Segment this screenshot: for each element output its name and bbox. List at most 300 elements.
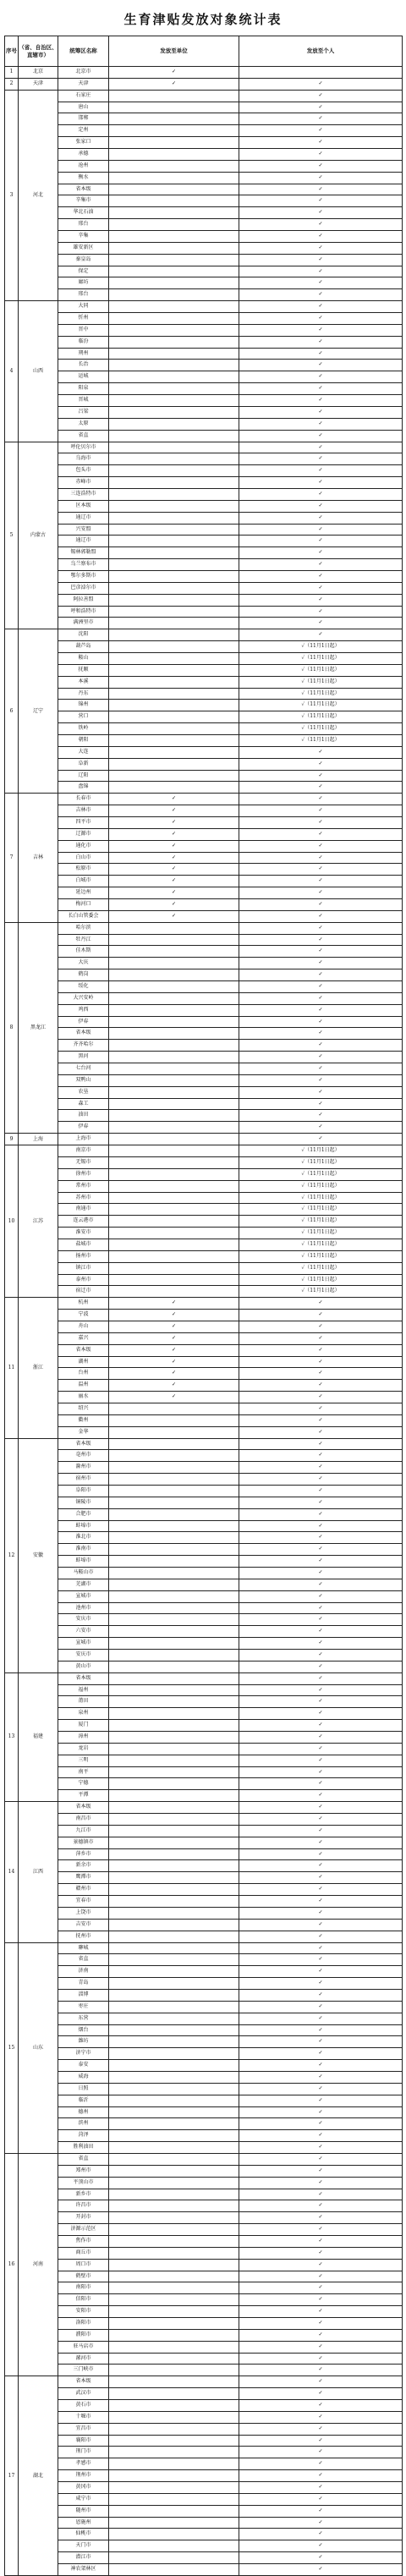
cell-index: 16 [5, 2153, 19, 2376]
cell-person-mark: ✓（11月1日起） [239, 1145, 403, 1157]
cell-index: 14 [5, 1802, 19, 1942]
cell-person-mark: ✓ [239, 1790, 403, 1802]
table-row [5, 536, 403, 547]
cell-unit-mark [109, 1250, 239, 1262]
cell-region: 鄂尔多斯市 [58, 570, 109, 582]
cell-unit-mark [109, 324, 239, 336]
table-row [5, 1321, 403, 1332]
cell-unit-mark [109, 1040, 239, 1052]
cell-province: 江西 [19, 1802, 58, 1942]
cell-unit-mark [109, 2353, 239, 2365]
cell-person-mark: ✓ [239, 2060, 403, 2072]
cell-unit-mark [109, 559, 239, 571]
cell-unit-mark [109, 594, 239, 606]
table-row [5, 1626, 403, 1638]
table-row [5, 958, 403, 969]
table-row [5, 2048, 403, 2060]
table-row [5, 1262, 403, 1274]
cell-unit-mark [109, 1989, 239, 2001]
table-row [5, 1474, 403, 1486]
cell-region: 合肥市 [58, 1508, 109, 1520]
table-row [5, 734, 403, 746]
cell-region: 大兴安岭 [58, 992, 109, 1004]
table-row [5, 1426, 403, 1438]
cell-region: 衢州 [58, 1414, 109, 1426]
cell-unit-mark [109, 1931, 239, 1942]
cell-person-mark: ✓ [239, 1872, 403, 1884]
table-row [5, 1672, 403, 1684]
cell-region: 本溪 [58, 676, 109, 688]
cell-unit-mark [109, 242, 239, 254]
cell-region: 信阳市 [58, 2294, 109, 2306]
table-row [5, 840, 403, 852]
cell-region: 邢台 [58, 219, 109, 231]
cell-region: 淮南市 [58, 1544, 109, 1556]
cell-unit-mark: ✓ [109, 864, 239, 876]
cell-region: 鸡西 [58, 1004, 109, 1016]
table-row [5, 207, 403, 219]
cell-region: 三连浩特市 [58, 488, 109, 500]
cell-unit-mark [109, 1614, 239, 1626]
cell-unit-mark [109, 1896, 239, 1908]
table-row [5, 969, 403, 981]
table-row [5, 1931, 403, 1942]
table-row [5, 2306, 403, 2318]
table-row [5, 1414, 403, 1426]
cell-person-mark: ✓（11月1日起） [239, 676, 403, 688]
cell-unit-mark [109, 2048, 239, 2060]
cell-unit-mark [109, 711, 239, 723]
cell-region: 辛集市 [58, 195, 109, 207]
table-row [5, 2505, 403, 2517]
cell-province: 江苏 [19, 1145, 58, 1298]
table-row [5, 1344, 403, 1356]
cell-unit-mark [109, 512, 239, 524]
cell-region: 湖州 [58, 1356, 109, 1368]
cell-person-mark: ✓ [239, 1942, 403, 1954]
cell-person-mark: ✓ [239, 1086, 403, 1098]
table-row [5, 1134, 403, 1145]
cell-region: 阜阳市 [58, 1485, 109, 1497]
cell-unit-mark [109, 277, 239, 289]
table-row [5, 149, 403, 161]
cell-person-mark: ✓ [239, 770, 403, 782]
cell-unit-mark [109, 1720, 239, 1732]
table-row [5, 1766, 403, 1778]
cell-person-mark: ✓ [239, 184, 403, 195]
cell-unit-mark: ✓ [109, 1332, 239, 1344]
cell-unit-mark [109, 301, 239, 313]
table-row [5, 1380, 403, 1392]
cell-unit-mark [109, 2212, 239, 2224]
cell-person-mark: ✓ [239, 852, 403, 864]
cell-person-mark: ✓ [239, 1474, 403, 1486]
cell-region: 郑州市 [58, 2165, 109, 2177]
cell-person-mark: ✓ [239, 2153, 403, 2165]
cell-unit-mark [109, 113, 239, 125]
cell-region: 常州市 [58, 1180, 109, 1192]
cell-unit-mark [109, 2517, 239, 2529]
cell-region: 长春市 [58, 794, 109, 805]
cell-unit-mark [109, 1004, 239, 1016]
cell-unit-mark [109, 2060, 239, 2072]
cell-unit-mark [109, 547, 239, 559]
cell-person-mark: ✓ [239, 1568, 403, 1579]
cell-person-mark: ✓ [239, 1332, 403, 1344]
cell-person-mark: ✓ [239, 1426, 403, 1438]
cell-region: 孝感市 [58, 2458, 109, 2470]
table-row [5, 2294, 403, 2306]
cell-person-mark: ✓ [239, 899, 403, 911]
cell-person-mark: ✓ [239, 1755, 403, 1766]
header-person: 发放至个人 [239, 36, 403, 67]
table-row [5, 102, 403, 113]
cell-unit-mark [109, 1028, 239, 1040]
cell-unit-mark [109, 348, 239, 360]
table-row [5, 125, 403, 137]
cell-unit-mark [109, 172, 239, 184]
cell-region: 随州市 [58, 2505, 109, 2517]
cell-person-mark: ✓ [239, 1766, 403, 1778]
cell-person-mark: ✓ [239, 1052, 403, 1063]
cell-unit-mark [109, 2013, 239, 2024]
cell-unit-mark: ✓ [109, 67, 239, 79]
cell-person-mark: ✓ [239, 2306, 403, 2318]
cell-region: 新余市 [58, 1860, 109, 1872]
cell-unit-mark [109, 2095, 239, 2106]
table-row [5, 1684, 403, 1696]
cell-person-mark: ✓ [239, 207, 403, 219]
cell-unit-mark [109, 1732, 239, 1744]
cell-region: 唐山 [58, 102, 109, 113]
table-row [5, 559, 403, 571]
cell-region: 巴彦淖尔市 [58, 582, 109, 594]
cell-person-mark: ✓ [239, 1462, 403, 1474]
cell-unit-mark [109, 1790, 239, 1802]
cell-person-mark: ✓ [239, 1532, 403, 1544]
table-row [5, 2095, 403, 2106]
cell-region: 通辽市 [58, 512, 109, 524]
table-row [5, 1462, 403, 1474]
cell-region: 莆田 [58, 1696, 109, 1708]
table-row [5, 1942, 403, 1954]
table-row [5, 1392, 403, 1403]
page-title: 生育津贴发放对象统计表 [123, 12, 283, 27]
cell-region: 廊坊 [58, 277, 109, 289]
cell-person-mark: ✓ [239, 1966, 403, 1978]
cell-unit-mark [109, 2493, 239, 2505]
cell-person-mark: ✓ [239, 876, 403, 887]
cell-region: 宿迁市 [58, 1286, 109, 1298]
table-row [5, 1532, 403, 1544]
cell-unit-mark [109, 1743, 239, 1755]
table-row [5, 629, 403, 641]
cell-person-mark: ✓ [239, 360, 403, 371]
cell-unit-mark: ✓ [109, 1356, 239, 1368]
cell-region: 鹤岗 [58, 969, 109, 981]
cell-region: 盐城市 [58, 1239, 109, 1250]
table-row [5, 1368, 403, 1380]
cell-person-mark: ✓ [239, 864, 403, 876]
cell-region: 开封市 [58, 2212, 109, 2224]
cell-unit-mark [109, 1474, 239, 1486]
cell-unit-mark [109, 770, 239, 782]
cell-region: 铁岭 [58, 723, 109, 735]
cell-unit-mark [109, 2259, 239, 2271]
table-row [5, 2165, 403, 2177]
table-row [5, 1192, 403, 1204]
cell-unit-mark [109, 1168, 239, 1180]
cell-region: 绍兴 [58, 1403, 109, 1414]
cell-region: 宜春市 [58, 1896, 109, 1908]
cell-region: 雄安新区 [58, 242, 109, 254]
cell-person-mark: ✓ [239, 383, 403, 395]
cell-unit-mark [109, 2118, 239, 2130]
cell-region: 丽水 [58, 1392, 109, 1403]
cell-person-mark: ✓ [239, 2318, 403, 2330]
statistics-table [4, 36, 403, 2576]
table-row [5, 2071, 403, 2083]
table-row [5, 1790, 403, 1802]
cell-person-mark: ✓ [239, 231, 403, 243]
table-row [5, 1250, 403, 1262]
table-row [5, 1216, 403, 1228]
cell-unit-mark [109, 1520, 239, 1532]
cell-region: 天津 [58, 78, 109, 90]
table-row [5, 852, 403, 864]
cell-unit-mark [109, 1590, 239, 1602]
cell-region: 烟台 [58, 2024, 109, 2036]
table-row [5, 1954, 403, 1966]
cell-unit-mark [109, 1098, 239, 1110]
table-row [5, 453, 403, 465]
cell-unit-mark [109, 1462, 239, 1474]
table-row [5, 1098, 403, 1110]
cell-person-mark: ✓ [239, 465, 403, 477]
cell-province: 福建 [19, 1672, 58, 1801]
table-row [5, 137, 403, 149]
cell-person-mark: ✓ [239, 1708, 403, 1720]
cell-region: 台州 [58, 1368, 109, 1380]
cell-person-mark: ✓ [239, 137, 403, 149]
cell-unit-mark: ✓ [109, 899, 239, 911]
table-row [5, 782, 403, 794]
cell-person-mark: ✓ [239, 453, 403, 465]
cell-person-mark: ✓ [239, 1825, 403, 1837]
cell-unit-mark [109, 1626, 239, 1638]
table-row [5, 2118, 403, 2130]
table-row [5, 2189, 403, 2200]
cell-person-mark: ✓（11月1日起） [239, 664, 403, 676]
cell-region: 上饶市 [58, 1907, 109, 1919]
table-row [5, 1145, 403, 1157]
cell-region: 青岛 [58, 1978, 109, 1990]
cell-person-mark: ✓ [239, 992, 403, 1004]
cell-unit-mark [109, 1778, 239, 1790]
table-row [5, 1872, 403, 1884]
cell-person-mark: ✓ [239, 2388, 403, 2400]
cell-person-mark: ✓ [239, 102, 403, 113]
cell-region: 锡林郭勒盟 [58, 547, 109, 559]
cell-person-mark: ✓ [239, 2400, 403, 2412]
cell-index: 3 [5, 90, 19, 300]
cell-unit-mark [109, 2282, 239, 2294]
cell-person-mark: ✓ [239, 2341, 403, 2353]
cell-person-mark: ✓ [239, 1614, 403, 1626]
cell-region: 南平 [58, 1766, 109, 1778]
table-row [5, 1614, 403, 1626]
cell-region: 辽源市 [58, 828, 109, 840]
table-row [5, 2423, 403, 2435]
cell-region: 晋城 [58, 395, 109, 407]
cell-region: 满洲里市 [58, 618, 109, 629]
cell-unit-mark [109, 1650, 239, 1661]
cell-province: 天津 [19, 78, 58, 90]
cell-unit-mark [109, 395, 239, 407]
cell-unit-mark [109, 1497, 239, 1508]
cell-region: 吉林市 [58, 805, 109, 817]
cell-unit-mark [109, 676, 239, 688]
cell-region: 胜利油田 [58, 2142, 109, 2154]
cell-unit-mark [109, 992, 239, 1004]
cell-region: 上海市 [58, 1134, 109, 1145]
table-row [5, 641, 403, 653]
cell-person-mark: ✓ [239, 195, 403, 207]
cell-unit-mark [109, 1485, 239, 1497]
cell-unit-mark [109, 734, 239, 746]
cell-region: 舟山 [58, 1321, 109, 1332]
cell-person-mark: ✓ [239, 2271, 403, 2282]
table-row [5, 324, 403, 336]
table-row [5, 2036, 403, 2048]
table-row [5, 500, 403, 512]
cell-region: 黄冈市 [58, 2482, 109, 2494]
cell-person-mark: ✓ [239, 324, 403, 336]
cell-region: 温州 [58, 1380, 109, 1392]
cell-person-mark: ✓ [239, 2130, 403, 2142]
cell-person-mark: ✓ [239, 219, 403, 231]
cell-person-mark: ✓ [239, 2247, 403, 2259]
cell-person-mark: ✓ [239, 1696, 403, 1708]
cell-person-mark: ✓（11月1日起） [239, 1262, 403, 1274]
cell-unit-mark [109, 570, 239, 582]
cell-region: 大连 [58, 746, 109, 758]
header-unit: 发放至单位 [109, 36, 239, 67]
table-row [5, 1156, 403, 1168]
cell-region: 兴安盟 [58, 524, 109, 536]
cell-person-mark: ✓ [239, 1602, 403, 1614]
table-row [5, 1579, 403, 1590]
cell-person-mark: ✓ [239, 1063, 403, 1075]
cell-person-mark: ✓ [239, 582, 403, 594]
cell-region: 哈尔滨 [58, 922, 109, 934]
cell-unit-mark [109, 1966, 239, 1978]
cell-person-mark: ✓（11月1日起） [239, 723, 403, 735]
cell-unit-mark [109, 1602, 239, 1614]
cell-unit-mark [109, 2388, 239, 2400]
cell-person-mark: ✓（11月1日起） [239, 1216, 403, 1228]
cell-unit-mark [109, 1074, 239, 1086]
cell-unit-mark [109, 1919, 239, 1931]
cell-region: 沧州 [58, 160, 109, 172]
cell-region: 扬州市 [58, 1250, 109, 1262]
cell-person-mark: ✓ [239, 934, 403, 946]
cell-unit-mark [109, 2470, 239, 2482]
cell-unit-mark [109, 219, 239, 231]
table-row [5, 2060, 403, 2072]
cell-person-mark: ✓ [239, 1650, 403, 1661]
cell-unit-mark [109, 1860, 239, 1872]
cell-person-mark: ✓ [239, 1896, 403, 1908]
cell-unit-mark [109, 442, 239, 453]
cell-person-mark: ✓ [239, 2329, 403, 2341]
cell-person-mark: ✓ [239, 289, 403, 301]
cell-region: 仙桃市 [58, 2529, 109, 2540]
cell-unit-mark [109, 2071, 239, 2083]
cell-unit-mark [109, 2529, 239, 2540]
table-row [5, 277, 403, 289]
cell-region: 定州 [58, 125, 109, 137]
cell-region: 长治 [58, 360, 109, 371]
cell-person-mark: ✓ [239, 2294, 403, 2306]
cell-unit-mark [109, 383, 239, 395]
cell-unit-mark [109, 336, 239, 348]
table-row [5, 1825, 403, 1837]
cell-person-mark: ✓ [239, 1837, 403, 1848]
cell-region: 梅河口 [58, 899, 109, 911]
cell-person-mark: ✓ [239, 1579, 403, 1590]
cell-region: 忻州 [58, 313, 109, 325]
cell-person-mark: ✓ [239, 2470, 403, 2482]
cell-unit-mark [109, 1837, 239, 1848]
cell-unit-mark: ✓ [109, 876, 239, 887]
cell-unit-mark [109, 2083, 239, 2095]
cell-region: 鹤壁市 [58, 2271, 109, 2282]
cell-person-mark: ✓ [239, 1074, 403, 1086]
cell-province: 安徽 [19, 1438, 58, 1672]
table-row [5, 2435, 403, 2447]
cell-unit-mark [109, 1052, 239, 1063]
cell-person-mark: ✓ [239, 254, 403, 266]
cell-unit-mark [109, 1239, 239, 1250]
table-row [5, 2564, 403, 2576]
cell-person-mark: ✓ [239, 618, 403, 629]
cell-unit-mark [109, 746, 239, 758]
table-row [5, 594, 403, 606]
cell-region: 襄阳市 [58, 2435, 109, 2447]
cell-person-mark: ✓ [239, 371, 403, 383]
cell-unit-mark [109, 2482, 239, 2494]
cell-region: 农垦 [58, 1086, 109, 1098]
cell-person-mark: ✓ [239, 2212, 403, 2224]
cell-region: 滁州市 [58, 1462, 109, 1474]
table-row [5, 1286, 403, 1298]
table-row [5, 336, 403, 348]
cell-region: 延边州 [58, 887, 109, 899]
cell-unit-mark [109, 1426, 239, 1438]
cell-unit-mark [109, 2552, 239, 2564]
cell-region: 无锡市 [58, 1156, 109, 1168]
cell-unit-mark: ✓ [109, 1321, 239, 1332]
table-row [5, 618, 403, 629]
table-row [5, 2540, 403, 2552]
table-row [5, 524, 403, 536]
cell-region: 辽阳 [58, 770, 109, 782]
table-row [5, 1978, 403, 1990]
cell-person-mark: ✓ [239, 1392, 403, 1403]
cell-region: 杭州 [58, 1298, 109, 1310]
table-row [5, 1228, 403, 1239]
